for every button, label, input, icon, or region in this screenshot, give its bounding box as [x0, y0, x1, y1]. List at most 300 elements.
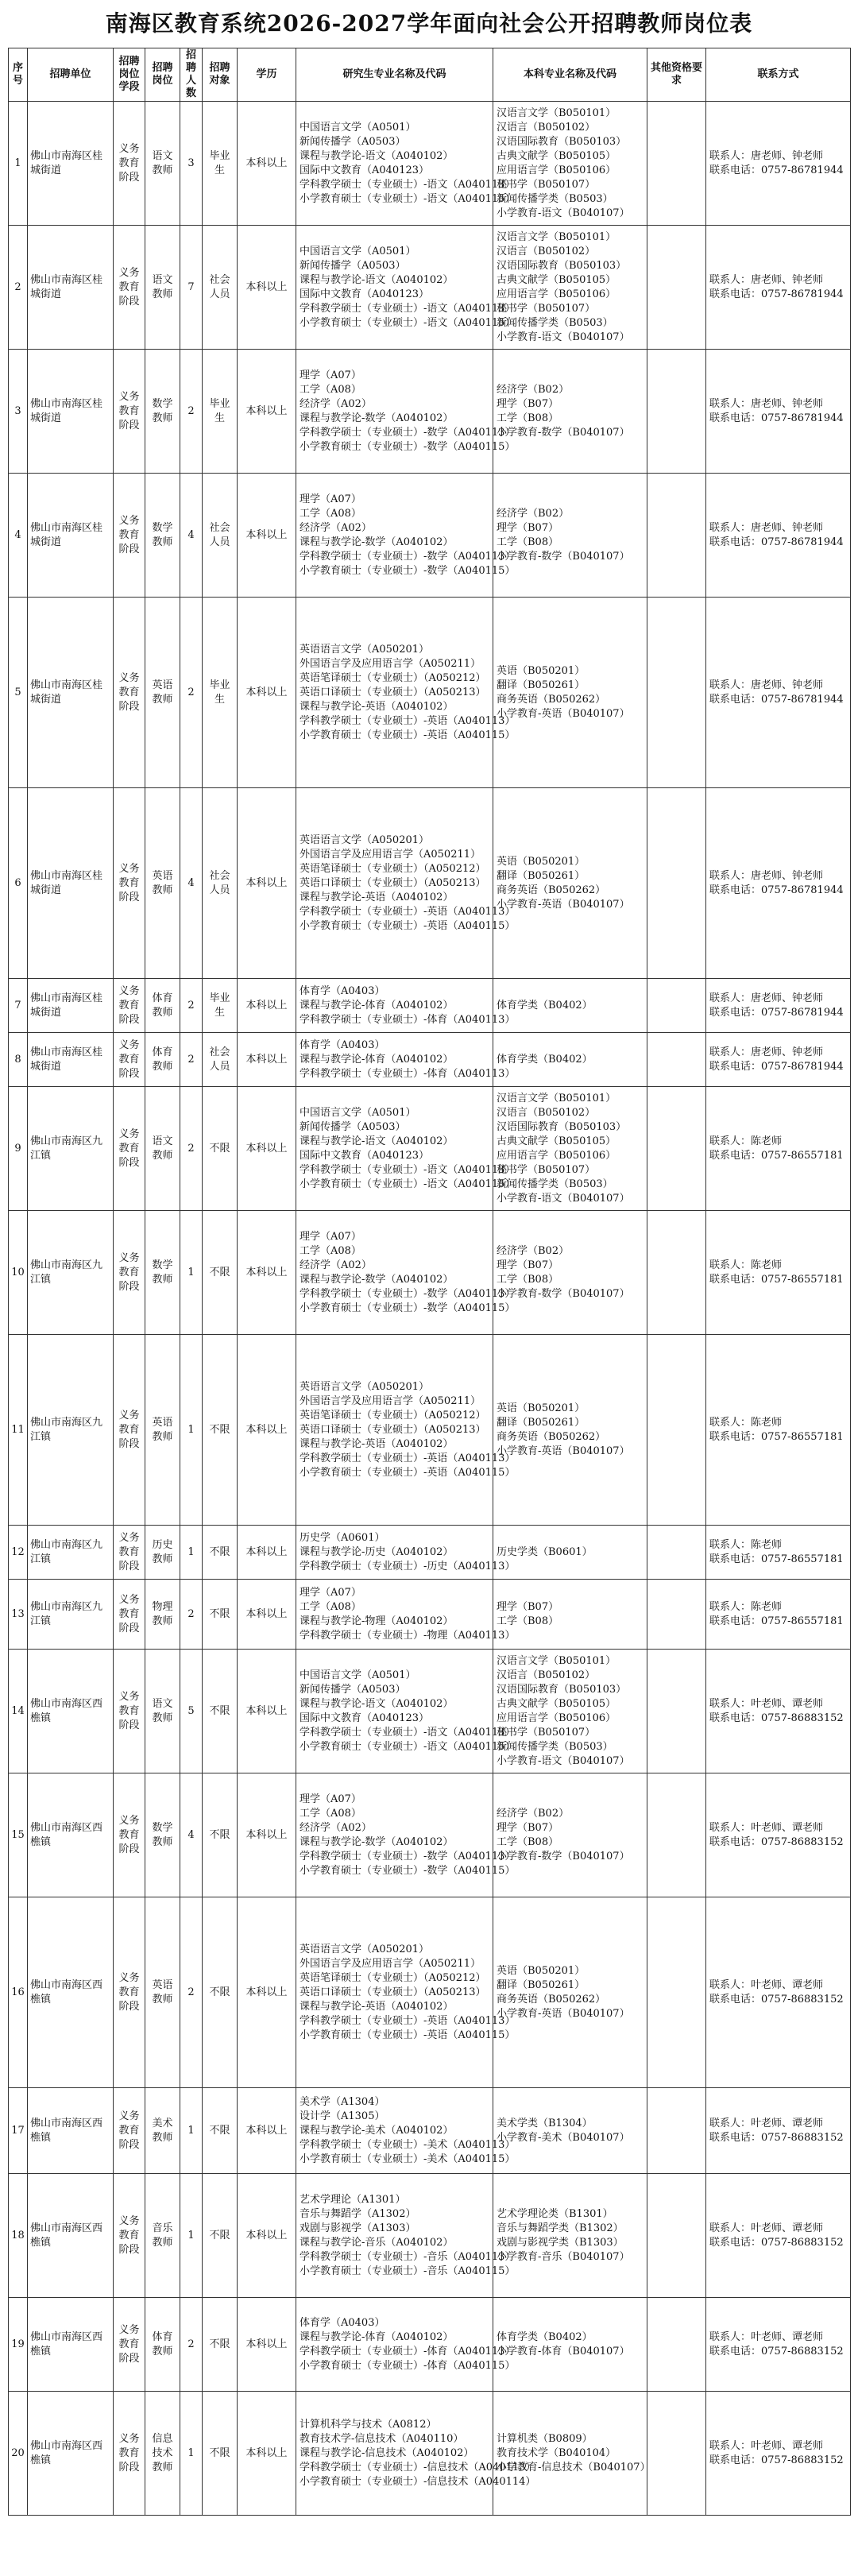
row-grad-majors-line: 小学教育硕士（专业硕士）-美术（A040115）: [300, 2152, 516, 2165]
row-grad-majors-line: 学科教学硕士（专业硕士）-英语（A040113）: [300, 1452, 516, 1464]
row-no: 10: [9, 1211, 28, 1335]
row-post: 英语教师: [145, 598, 180, 788]
row-count: 4: [180, 474, 203, 598]
row-no: 13: [9, 1580, 28, 1650]
row-count: 1: [180, 1335, 203, 1526]
row-grad-majors: [296, 1335, 516, 1526]
row-grad-majors-line: 戏剧与影视学（A1303）: [300, 2222, 416, 2234]
row-contact: [706, 102, 851, 226]
row-grad-majors-line: 小学教育硕士（专业硕士）-数学（A040115）: [300, 1864, 516, 1877]
row-under-majors-line: 古典文献学（B050105）: [497, 273, 616, 286]
row-under-majors-line: 商务英语（B050262）: [497, 884, 606, 896]
row-grad-majors-line: 理学（A07）: [300, 1230, 361, 1243]
row-target: 社会人员: [203, 1033, 238, 1087]
row-stage: 义务教育阶段: [114, 1087, 145, 1211]
row-under-majors-line: 商务英语（B050262）: [497, 693, 606, 706]
row-count: 4: [180, 788, 203, 979]
row-grad-majors: [296, 598, 516, 788]
row-stage: 义务教育阶段: [114, 1580, 145, 1650]
row-no: 6: [9, 788, 28, 979]
header-count: 招聘人数: [180, 48, 203, 102]
row-other-requirements: [647, 2298, 706, 2392]
row-stage: 义务教育阶段: [114, 2298, 145, 2392]
row-grad-majors-line: 工学（A08）: [300, 383, 361, 396]
row-grad-majors-line: 小学教育硕士（专业硕士）-音乐（A040115）: [300, 2265, 516, 2277]
row-contact-line: 联系电话：0757-86883152: [709, 2236, 844, 2249]
row-grad-majors: [296, 474, 516, 598]
row-other-requirements: [647, 1211, 706, 1335]
row-post: 语文教师: [145, 226, 180, 350]
row-grad-majors-line: 学科教学硕士（专业硕士）-历史（A040113）: [300, 1560, 516, 1572]
row-grad-majors-line: 中国语言文学（A0501）: [300, 1669, 416, 1681]
row-edu: 本科以上: [238, 1087, 296, 1211]
row-contact-line: 联系人：唐老师、钟老师: [709, 521, 824, 534]
row-count: 2: [180, 979, 203, 1033]
row-under-majors-line: 小学教育-数学（B040107）: [497, 426, 630, 439]
row-count: 2: [180, 598, 203, 788]
row-count: 5: [180, 1650, 203, 1773]
row-under-majors-line: 工学（B08）: [497, 536, 559, 548]
table-row: [9, 979, 851, 1033]
row-under-majors-line: 秘书学（B050107）: [497, 178, 596, 191]
row-under-majors-line: 历史学类（B0601）: [497, 1545, 593, 1558]
row-no: 18: [9, 2174, 28, 2298]
row-grad-majors-line: 课程与教学论-语文（A040102）: [300, 1135, 454, 1147]
row-under-majors-line: 理学（B07）: [497, 521, 559, 534]
row-contact: [706, 1211, 851, 1335]
row-grad-majors-line: 中国语言文学（A0501）: [300, 245, 416, 257]
row-grad-majors-line: 工学（A08）: [300, 1244, 361, 1257]
row-unit: 佛山市南海区桂城街道: [28, 474, 114, 598]
row-under-majors-line: 戏剧与影视学类（B1303）: [497, 2236, 624, 2249]
table-row: [9, 1897, 851, 2088]
row-grad-majors-line: 学科教学硕士（专业硕士）-语文（A040113）: [300, 302, 516, 315]
row-under-majors-line: 商务英语（B050262）: [497, 1430, 606, 1443]
row-target: 不限: [203, 1580, 238, 1650]
row-other-requirements: [647, 1580, 706, 1650]
row-no: 15: [9, 1773, 28, 1897]
row-grad-majors-line: 小学教育硕士（专业硕士）-语文（A040115）: [300, 1178, 516, 1190]
row-no: 7: [9, 979, 28, 1033]
row-under-majors-line: 英语（B050201）: [497, 1402, 586, 1414]
row-under-majors: [493, 1580, 647, 1650]
row-grad-majors-line: 学科教学硕士（专业硕士）-体育（A040113）: [300, 1013, 516, 1026]
row-under-majors-line: 秘书学（B050107）: [497, 302, 596, 315]
row-under-majors-line: 小学教育-英语（B040107）: [497, 1445, 630, 1457]
row-stage: 义务教育阶段: [114, 788, 145, 979]
row-grad-majors-line: 学科教学硕士（专业硕士）-信息技术（A040113）: [300, 2461, 536, 2474]
row-other-requirements: [647, 2174, 706, 2298]
row-contact: [706, 788, 851, 979]
row-contact-line: 联系电话：0757-86557181: [709, 1149, 844, 1162]
row-under-majors-line: 小学教育-语文（B040107）: [497, 207, 630, 219]
row-under-majors-line: 新闻传播学类（B0503）: [497, 1740, 613, 1753]
row-contact-line: 联系电话：0757-86557181: [709, 1430, 844, 1443]
row-contact: [706, 979, 851, 1033]
row-grad-majors-line: 课程与教学论-历史（A040102）: [300, 1545, 454, 1558]
table-header-row: [9, 48, 851, 102]
row-under-majors-line: 理学（B07）: [497, 397, 559, 410]
row-under-majors-line: 英语（B050201）: [497, 1964, 586, 1977]
row-under-majors-line: 应用语言学（B050106）: [497, 1149, 616, 1162]
row-grad-majors-line: 新闻传播学（A0503）: [300, 135, 406, 148]
row-post: 数学教师: [145, 474, 180, 598]
table-row: [9, 2298, 851, 2392]
row-contact-line: 联系电话：0757-86883152: [709, 2131, 844, 2144]
row-stage: 义务教育阶段: [114, 598, 145, 788]
row-under-majors-line: 体育学类（B0402）: [497, 2330, 593, 2343]
row-under-majors-line: 理学（B07）: [497, 1600, 559, 1613]
row-under-majors-line: 工学（B08）: [497, 1615, 559, 1627]
row-under-majors-line: 工学（B08）: [497, 412, 559, 424]
row-under-majors-line: 新闻传播学类（B0503）: [497, 1178, 613, 1190]
row-grad-majors-line: 经济学（A02）: [300, 521, 372, 534]
table-row: [9, 1526, 851, 1580]
row-unit: 佛山市南海区桂城街道: [28, 1033, 114, 1087]
row-under-majors-line: 秘书学（B050107）: [497, 1163, 596, 1176]
row-target: 社会人员: [203, 226, 238, 350]
row-count: 1: [180, 1526, 203, 1580]
row-grad-majors-line: 历史学（A0601）: [300, 1531, 385, 1544]
row-contact-line: 联系电话：0757-86883152: [709, 1835, 844, 1848]
row-other-requirements: [647, 598, 706, 788]
row-under-majors-line: 体育学类（B0402）: [497, 999, 593, 1011]
row-target: 社会人员: [203, 474, 238, 598]
row-grad-majors-line: 美术学（A1304）: [300, 2095, 385, 2108]
header-grad-majors: 研究生专业名称及代码: [296, 48, 493, 102]
row-under-majors: [493, 2392, 651, 2516]
row-grad-majors-line: 学科教学硕士（专业硕士）-英语（A040113）: [300, 714, 516, 727]
row-under-majors: [493, 1211, 647, 1335]
table-row: [9, 1087, 851, 1211]
row-target: 不限: [203, 1897, 238, 2088]
row-grad-majors-line: 设计学（A1305）: [300, 2110, 385, 2122]
row-contact-line: 联系人：叶老师、谭老师: [709, 2439, 824, 2452]
row-grad-majors-line: 课程与教学论-体育（A040102）: [300, 1053, 454, 1066]
row-no: 16: [9, 1897, 28, 2088]
row-under-majors-line: 汉语国际教育（B050103）: [497, 1683, 627, 1696]
row-target: 不限: [203, 1335, 238, 1526]
row-contact: [706, 474, 851, 598]
row-other-requirements: [647, 1335, 706, 1526]
row-under-majors-line: 小学教育-信息技术（B040107）: [497, 2461, 651, 2474]
row-contact-line: 联系人：唐老师、钟老师: [709, 1046, 824, 1058]
row-unit: 佛山市南海区西樵镇: [28, 1650, 114, 1773]
row-under-majors-line: 汉语国际教育（B050103）: [497, 259, 627, 272]
row-count: 2: [180, 1897, 203, 2088]
row-under-majors-line: 小学教育-英语（B040107）: [497, 898, 630, 911]
row-contact-line: 联系人：陈老师: [709, 1538, 783, 1551]
row-contact: [706, 1335, 851, 1526]
row-under-majors-line: 古典文献学（B050105）: [497, 1697, 616, 1710]
row-contact-line: 联系人：叶老师、谭老师: [709, 2330, 824, 2343]
row-under-majors-line: 理学（B07）: [497, 1259, 559, 1271]
row-unit: 佛山市南海区桂城街道: [28, 350, 114, 474]
row-grad-majors-line: 课程与教学论-数学（A040102）: [300, 412, 454, 424]
row-contact: [706, 1897, 851, 2088]
row-unit: 佛山市南海区九江镇: [28, 1580, 114, 1650]
row-grad-majors-line: 计算机科学与技术（A0812）: [300, 2418, 437, 2431]
row-no: 8: [9, 1033, 28, 1087]
row-grad-majors: [296, 2174, 516, 2298]
row-grad-majors-line: 学科教学硕士（专业硕士）-英语（A040113）: [300, 905, 516, 918]
row-grad-majors-line: 小学教育硕士（专业硕士）-英语（A040115）: [300, 2029, 516, 2041]
row-stage: 义务教育阶段: [114, 1650, 145, 1773]
row-contact-line: 联系人：陈老师: [709, 1135, 783, 1147]
row-grad-majors: [296, 350, 516, 474]
row-contact-line: 联系人：叶老师、谭老师: [709, 2222, 824, 2234]
row-unit: 佛山市南海区桂城街道: [28, 598, 114, 788]
row-grad-majors-line: 小学教育硕士（专业硕士）-数学（A040115）: [300, 1302, 516, 1314]
row-contact-line: 联系电话：0757-86557181: [709, 1615, 844, 1627]
row-grad-majors: [296, 788, 516, 979]
row-unit: 佛山市南海区九江镇: [28, 1211, 114, 1335]
row-other-requirements: [647, 1650, 706, 1773]
row-under-majors-line: 汉语言（B050102）: [497, 1669, 596, 1681]
row-grad-majors-line: 学科教学硕士（专业硕士）-美术（A040113）: [300, 2138, 516, 2151]
row-under-majors: [493, 2088, 647, 2174]
positions-table: [8, 48, 851, 2516]
row-count: 2: [180, 350, 203, 474]
row-under-majors: [493, 1650, 647, 1773]
row-grad-majors-line: 艺术学理论（A1301）: [300, 2193, 406, 2206]
row-contact-line: 联系电话：0757-86781944: [709, 1006, 844, 1019]
row-count: 1: [180, 2392, 203, 2516]
row-grad-majors-line: 课程与教学论-信息技术（A040102）: [300, 2446, 474, 2459]
row-grad-majors-line: 课程与教学论-体育（A040102）: [300, 999, 454, 1011]
row-grad-majors-line: 学科教学硕士（专业硕士）-英语（A040113）: [300, 2014, 516, 2027]
row-under-majors-line: 汉语言文学（B050101）: [497, 1092, 616, 1104]
row-grad-majors-line: 英语笔译硕士（专业硕士）（A050212）: [300, 671, 486, 684]
row-contact-line: 联系电话：0757-86781944: [709, 884, 844, 896]
row-contact-line: 联系人：陈老师: [709, 1600, 783, 1613]
row-other-requirements: [647, 1897, 706, 2088]
row-other-requirements: [647, 1526, 706, 1580]
row-no: 2: [9, 226, 28, 350]
row-contact-line: 联系人：叶老师、谭老师: [709, 1978, 824, 1991]
row-edu: 本科以上: [238, 598, 296, 788]
row-under-majors-line: 小学教育-数学（B040107）: [497, 1287, 630, 1300]
row-stage: 义务教育阶段: [114, 979, 145, 1033]
row-grad-majors-line: 学科教学硕士（专业硕士）-体育（A040113）: [300, 1067, 516, 1080]
table-row: [9, 102, 851, 226]
row-grad-majors-line: 体育学（A0403）: [300, 2316, 385, 2329]
row-under-majors-line: 汉语言（B050102）: [497, 1106, 596, 1119]
row-under-majors-line: 新闻传播学类（B0503）: [497, 316, 613, 329]
row-grad-majors-line: 学科教学硕士（专业硕士）-物理（A040113）: [300, 1629, 516, 1642]
row-count: 4: [180, 1773, 203, 1897]
row-no: 14: [9, 1650, 28, 1773]
row-edu: 本科以上: [238, 1650, 296, 1773]
row-grad-majors: [296, 1773, 516, 1897]
row-grad-majors: [296, 1650, 516, 1773]
row-unit: 佛山市南海区西樵镇: [28, 2298, 114, 2392]
row-grad-majors-line: 课程与教学论-数学（A040102）: [300, 1835, 454, 1848]
row-stage: 义务教育阶段: [114, 226, 145, 350]
row-unit: 佛山市南海区桂城街道: [28, 788, 114, 979]
row-under-majors-line: 工学（B08）: [497, 1273, 559, 1286]
row-target: 社会人员: [203, 788, 238, 979]
row-target: 不限: [203, 2298, 238, 2392]
row-grad-majors-line: 理学（A07）: [300, 369, 361, 381]
row-under-majors-line: 小学教育-语文（B040107）: [497, 1754, 630, 1767]
row-contact: [706, 350, 851, 474]
row-grad-majors-line: 中国语言文学（A0501）: [300, 121, 416, 133]
header-post: 招聘岗位: [145, 48, 180, 102]
row-under-majors-line: 经济学（B02）: [497, 1807, 570, 1820]
row-grad-majors-line: 小学教育硕士（专业硕士）-英语（A040115）: [300, 919, 516, 932]
table-row: [9, 1773, 851, 1897]
row-under-majors: [493, 979, 647, 1033]
row-under-majors-line: 翻译（B050261）: [497, 679, 586, 691]
row-target: 不限: [203, 1773, 238, 1897]
row-under-majors-line: 汉语言文学（B050101）: [497, 106, 616, 119]
row-target: 不限: [203, 1526, 238, 1580]
row-grad-majors: [296, 2088, 516, 2174]
row-grad-majors: [296, 102, 516, 226]
row-grad-majors-line: 国际中文教育（A040123）: [300, 1149, 430, 1162]
row-post: 信息技术教师: [145, 2392, 180, 2516]
row-contact: [706, 1773, 851, 1897]
row-grad-majors-line: 理学（A07）: [300, 493, 361, 505]
row-under-majors-line: 小学教育-数学（B040107）: [497, 550, 630, 563]
row-grad-majors-line: 英语语言文学（A050201）: [300, 834, 430, 846]
row-grad-majors: [296, 1897, 516, 2088]
row-under-majors-line: 翻译（B050261）: [497, 1416, 586, 1429]
row-under-majors: [493, 1897, 647, 2088]
row-contact: [706, 2392, 851, 2516]
row-no: 4: [9, 474, 28, 598]
row-under-majors-line: 英语（B050201）: [497, 664, 586, 677]
row-no: 12: [9, 1526, 28, 1580]
row-edu: 本科以上: [238, 2088, 296, 2174]
row-post: 英语教师: [145, 1335, 180, 1526]
row-post: 数学教师: [145, 350, 180, 474]
row-under-majors: [493, 2298, 647, 2392]
row-contact-line: 联系电话：0757-86883152: [709, 1712, 844, 1724]
row-unit: 佛山市南海区九江镇: [28, 1335, 114, 1526]
table-row: [9, 350, 851, 474]
row-under-majors-line: 应用语言学（B050106）: [497, 164, 616, 176]
row-target: 不限: [203, 2088, 238, 2174]
row-post: 数学教师: [145, 1773, 180, 1897]
row-stage: 义务教育阶段: [114, 2174, 145, 2298]
table-row: [9, 2174, 851, 2298]
row-no: 9: [9, 1087, 28, 1211]
row-grad-majors-line: 课程与教学论-语文（A040102）: [300, 273, 454, 286]
row-unit: 佛山市南海区西樵镇: [28, 2088, 114, 2174]
row-count: 3: [180, 102, 203, 226]
header-under-majors: 本科专业名称及代码: [493, 48, 647, 102]
row-under-majors: [493, 1033, 647, 1087]
row-target: 不限: [203, 1650, 238, 1773]
row-under-majors-line: 应用语言学（B050106）: [497, 1712, 616, 1724]
header-no: 序号: [9, 48, 28, 102]
table-body: [9, 102, 851, 2516]
row-edu: 本科以上: [238, 474, 296, 598]
row-grad-majors: [296, 1211, 516, 1335]
page-title: 南海区教育系统2026-2027学年面向社会公开招聘教师岗位表: [105, 10, 753, 37]
row-grad-majors-line: 课程与教学论-数学（A040102）: [300, 1273, 454, 1286]
row-no: 3: [9, 350, 28, 474]
row-stage: 义务教育阶段: [114, 1211, 145, 1335]
row-stage: 义务教育阶段: [114, 1773, 145, 1897]
row-unit: 佛山市南海区九江镇: [28, 1526, 114, 1580]
row-grad-majors-line: 外国语言学及应用语言学（A050211）: [300, 657, 481, 670]
row-contact: [706, 2174, 851, 2298]
row-grad-majors-line: 学科教学硕士（专业硕士）-数学（A040113）: [300, 1287, 516, 1300]
row-other-requirements: [647, 1033, 706, 1087]
row-grad-majors-line: 经济学（A02）: [300, 1821, 372, 1834]
row-grad-majors: [296, 1087, 516, 1211]
row-contact-line: 联系人：叶老师、谭老师: [709, 1821, 824, 1834]
row-contact: [706, 1650, 851, 1773]
row-stage: 义务教育阶段: [114, 2088, 145, 2174]
row-contact-line: 联系人：唐老师、钟老师: [709, 992, 824, 1004]
row-grad-majors: [296, 2392, 536, 2516]
row-grad-majors-line: 课程与教学论-英语（A040102）: [300, 1437, 454, 1450]
header-other-requirements: 其他资格要求: [647, 48, 706, 102]
row-edu: 本科以上: [238, 1773, 296, 1897]
header-unit: 招聘单位: [28, 48, 114, 102]
row-under-majors-line: 小学教育-语文（B040107）: [497, 1192, 630, 1205]
row-under-majors-line: 小学教育-英语（B040107）: [497, 2007, 630, 2020]
row-other-requirements: [647, 2392, 706, 2516]
row-grad-majors-line: 英语语言文学（A050201）: [300, 1380, 430, 1393]
row-under-majors: [493, 1526, 647, 1580]
row-post: 体育教师: [145, 979, 180, 1033]
row-under-majors: [493, 350, 647, 474]
row-grad-majors-line: 工学（A08）: [300, 1807, 361, 1820]
row-under-majors-line: 小学教育-语文（B040107）: [497, 331, 630, 343]
row-post: 音乐教师: [145, 2174, 180, 2298]
row-grad-majors-line: 英语笔译硕士（专业硕士）（A050212）: [300, 1409, 486, 1421]
row-grad-majors-line: 经济学（A02）: [300, 397, 372, 410]
row-post: 语文教师: [145, 102, 180, 226]
row-other-requirements: [647, 102, 706, 226]
row-post: 英语教师: [145, 788, 180, 979]
row-edu: 本科以上: [238, 788, 296, 979]
row-other-requirements: [647, 979, 706, 1033]
row-other-requirements: [647, 1773, 706, 1897]
row-under-majors: [493, 598, 647, 788]
row-under-majors-line: 汉语国际教育（B050103）: [497, 135, 627, 148]
row-contact: [706, 1580, 851, 1650]
row-under-majors: [493, 1773, 647, 1897]
row-target: 不限: [203, 1087, 238, 1211]
row-under-majors-line: 教育技术学（B040104）: [497, 2446, 616, 2459]
row-grad-majors-line: 体育学（A0403）: [300, 1039, 385, 1051]
row-grad-majors-line: 课程与教学论-英语（A040102）: [300, 700, 454, 713]
row-contact-line: 联系电话：0757-86781944: [709, 1060, 844, 1073]
row-grad-majors-line: 学科教学硕士（专业硕士）-数学（A040113）: [300, 426, 516, 439]
row-grad-majors-line: 小学教育硕士（专业硕士）-数学（A040115）: [300, 564, 516, 577]
row-grad-majors-line: 英语笔译硕士（专业硕士）（A050212）: [300, 862, 486, 875]
row-under-majors-line: 小学教育-体育（B040107）: [497, 2345, 630, 2357]
row-stage: 义务教育阶段: [114, 2392, 145, 2516]
row-count: 2: [180, 1580, 203, 1650]
row-other-requirements: [647, 2088, 706, 2174]
row-stage: 义务教育阶段: [114, 1033, 145, 1087]
table-row: [9, 598, 851, 788]
row-edu: 本科以上: [238, 350, 296, 474]
row-grad-majors-line: 小学教育硕士（专业硕士）-语文（A040115）: [300, 192, 516, 205]
row-grad-majors-line: 外国语言学及应用语言学（A050211）: [300, 848, 481, 861]
row-under-majors-line: 经济学（B02）: [497, 1244, 570, 1257]
row-under-majors-line: 古典文献学（B050105）: [497, 1135, 616, 1147]
row-target: 毕业生: [203, 598, 238, 788]
row-count: 7: [180, 226, 203, 350]
